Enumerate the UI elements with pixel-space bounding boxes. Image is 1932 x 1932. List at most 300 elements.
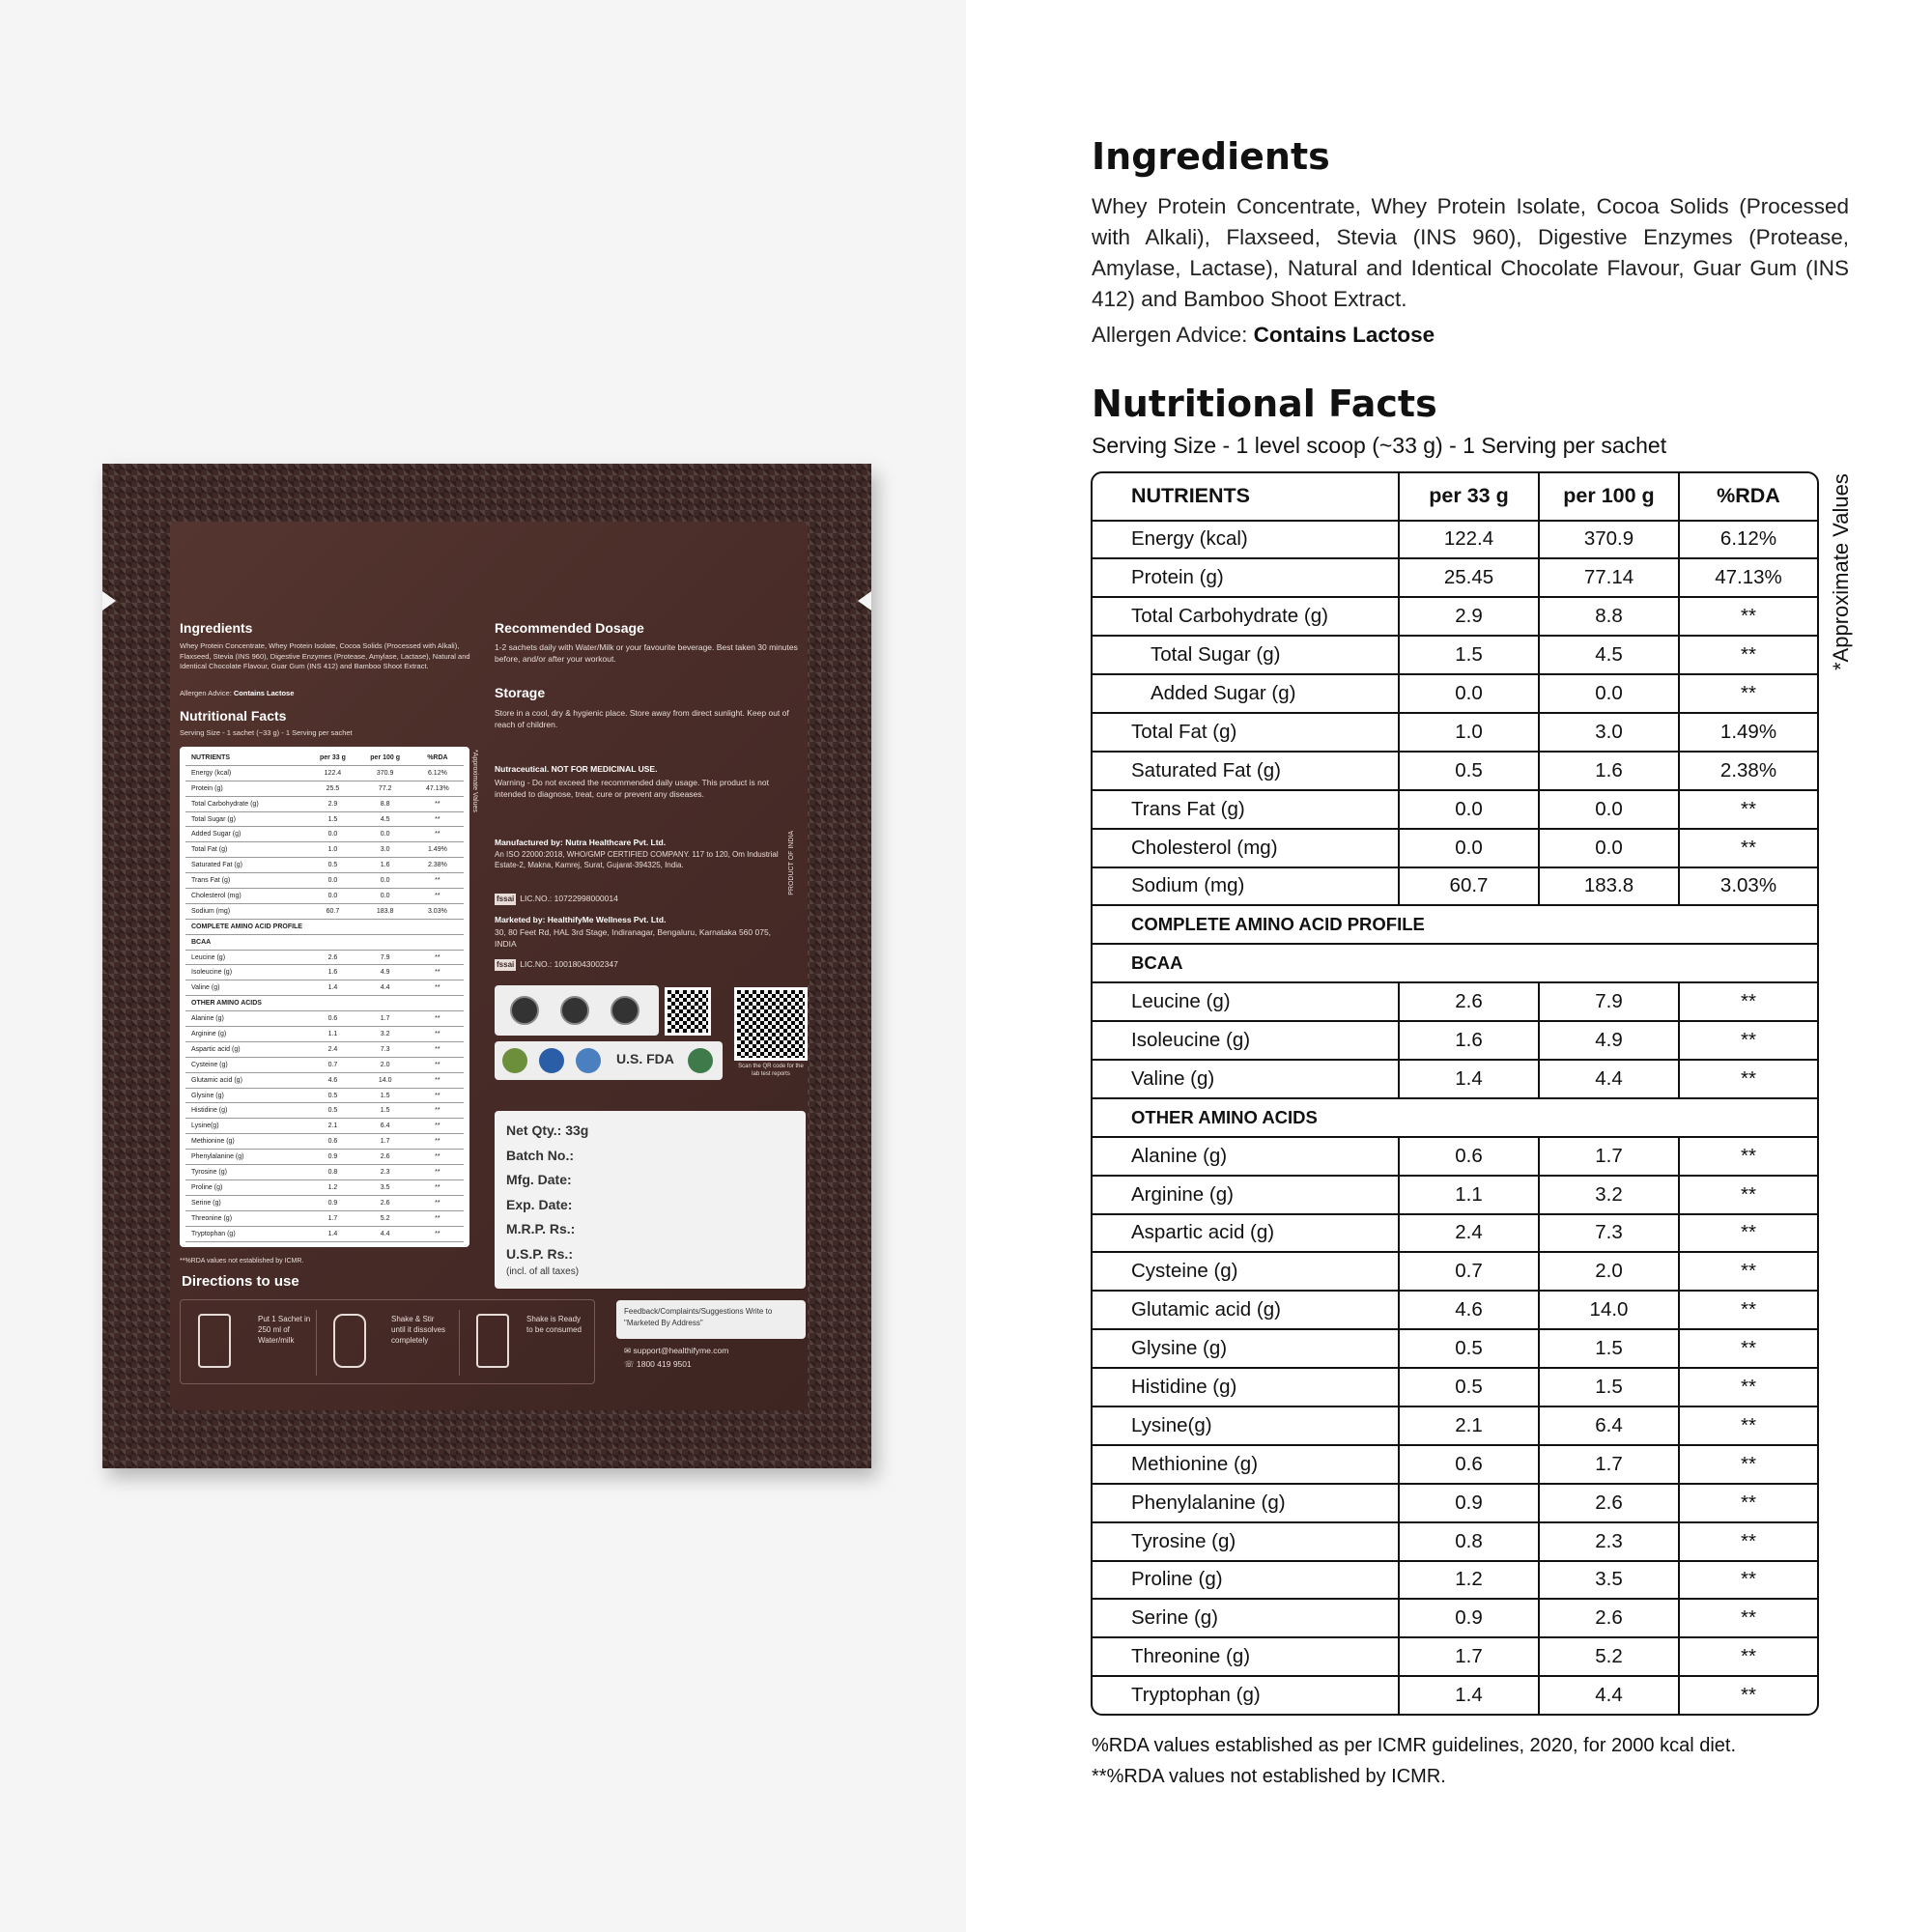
column-header: NUTRIENTS bbox=[1131, 484, 1251, 508]
mini-nutrient-value: 0.9 bbox=[327, 1153, 338, 1161]
mini-nutrient-value: 1.4 bbox=[327, 1230, 338, 1237]
nutrient-value: 4.6 bbox=[1398, 1292, 1538, 1328]
nutrient-value: 2.38% bbox=[1678, 753, 1817, 789]
mini-table-row bbox=[185, 1227, 464, 1242]
sachet-storage-title: Storage bbox=[495, 685, 546, 700]
nutrient-value: 2.4 bbox=[1398, 1215, 1538, 1252]
nutrient-value: 6.12% bbox=[1678, 522, 1817, 558]
sachet-nutrition-title: Nutritional Facts bbox=[180, 708, 287, 724]
fssai-logo: fssai bbox=[497, 895, 515, 903]
mini-nutrient-name: Tyrosine (g) bbox=[191, 1168, 227, 1176]
mini-nutrient-value: ** bbox=[435, 1153, 440, 1161]
nutrient-name: Isoleucine (g) bbox=[1131, 1029, 1251, 1052]
table-row bbox=[1093, 1328, 1817, 1367]
nutrient-value: 1.0 bbox=[1398, 714, 1538, 751]
mini-nutrient-value: 4.5 bbox=[380, 815, 390, 823]
nutrient-value: 60.7 bbox=[1398, 868, 1538, 905]
mini-table-row bbox=[185, 827, 464, 842]
mini-nutrient-name: Valine (g) bbox=[191, 984, 220, 992]
table-row bbox=[1093, 673, 1817, 712]
mini-column-header: NUTRIENTS bbox=[191, 753, 231, 761]
nutrient-value: 7.9 bbox=[1538, 983, 1678, 1020]
mini-nutrient-value: ** bbox=[435, 1107, 440, 1115]
tear-notch-left bbox=[102, 591, 116, 611]
table-row bbox=[1093, 1020, 1817, 1059]
mini-nutrient-value: ** bbox=[435, 984, 440, 992]
nutrient-value: 7.3 bbox=[1538, 1215, 1678, 1252]
table-row bbox=[1093, 520, 1817, 558]
mini-nutrient-value: ** bbox=[435, 877, 440, 885]
nutrient-name: Cysteine (g) bbox=[1131, 1260, 1238, 1283]
nutrient-name: Proline (g) bbox=[1131, 1568, 1223, 1591]
allergen-advice: Allergen Advice: Contains Lactose bbox=[1092, 323, 1435, 347]
nutrient-value: 1.4 bbox=[1398, 1061, 1538, 1097]
mini-nutrient-value: 2.9 bbox=[327, 800, 338, 808]
nutrient-value: 0.0 bbox=[1538, 675, 1678, 712]
mini-nutrient-value: 14.0 bbox=[378, 1076, 392, 1084]
mini-nutrient-value: 77.2 bbox=[378, 784, 392, 792]
divider bbox=[316, 1310, 317, 1376]
mini-nutrient-name: Energy (kcal) bbox=[191, 769, 232, 777]
certification-badge-icon bbox=[510, 996, 539, 1025]
nutrient-value: 0.6 bbox=[1398, 1446, 1538, 1483]
mini-nutrient-value: 2.6 bbox=[327, 953, 338, 961]
nutrient-name: Methionine (g) bbox=[1131, 1452, 1259, 1475]
nutrient-name: Histidine (g) bbox=[1131, 1376, 1237, 1399]
mini-nutrient-value: 1.7 bbox=[380, 1015, 390, 1023]
nutrient-value: 0.0 bbox=[1398, 791, 1538, 828]
nutrient-value: 1.5 bbox=[1538, 1330, 1678, 1367]
nutrient-value: ** bbox=[1678, 1523, 1817, 1560]
mini-nutrient-value: 0.5 bbox=[327, 1107, 338, 1115]
mini-table-row bbox=[185, 812, 464, 828]
nutrient-name: Lysine(g) bbox=[1131, 1413, 1212, 1436]
nutrient-value: 0.8 bbox=[1398, 1523, 1538, 1560]
mini-nutrient-name: Total Carbohydrate (g) bbox=[191, 800, 259, 808]
nutrient-value: 183.8 bbox=[1538, 868, 1678, 905]
mini-nutrient-value: 25.5 bbox=[326, 784, 340, 792]
mfg-date: Mfg. Date: bbox=[506, 1172, 572, 1187]
nutrient-value: 1.1 bbox=[1398, 1177, 1538, 1213]
nutrient-value: ** bbox=[1678, 1061, 1817, 1097]
mini-nutrient-name: Trans Fat (g) bbox=[191, 877, 231, 885]
net-qty: Net Qty.: 33g bbox=[506, 1122, 589, 1138]
incl-taxes: (incl. of all taxes) bbox=[506, 1266, 580, 1277]
mini-nutrient-value: ** bbox=[435, 831, 440, 838]
nutrient-value: 77.14 bbox=[1538, 559, 1678, 596]
nutrient-value: ** bbox=[1678, 791, 1817, 828]
mini-nutrient-name: Histidine (g) bbox=[191, 1107, 228, 1115]
mini-table-row bbox=[185, 1089, 464, 1104]
nutrient-value: 4.4 bbox=[1538, 1061, 1678, 1097]
mini-table-row bbox=[185, 797, 464, 812]
gmp-icon bbox=[502, 1048, 527, 1073]
mini-nutrient-value: 60.7 bbox=[326, 907, 340, 915]
nutrient-name: Arginine (g) bbox=[1131, 1182, 1234, 1206]
mini-nutrient-name: Total Sugar (g) bbox=[191, 815, 236, 823]
nutrient-value: ** bbox=[1678, 1215, 1817, 1252]
sachet-license-2: fssai LIC.NO.: 10018043002347 bbox=[497, 959, 618, 969]
nutrient-value: 4.9 bbox=[1538, 1022, 1678, 1059]
nutrient-value: 2.6 bbox=[1398, 983, 1538, 1020]
mini-nutrient-value: 6.4 bbox=[380, 1122, 390, 1130]
mini-nutrient-value: 7.9 bbox=[380, 953, 390, 961]
mini-nutrient-value: ** bbox=[435, 1092, 440, 1099]
mini-nutrient-value: 1.5 bbox=[327, 815, 338, 823]
table-row bbox=[1093, 1290, 1817, 1328]
mini-nutrient-value: 1.5 bbox=[380, 1107, 390, 1115]
mini-table-row bbox=[185, 904, 464, 920]
nutrient-value: ** bbox=[1678, 1638, 1817, 1675]
nutrient-value: 3.2 bbox=[1538, 1177, 1678, 1213]
table-row bbox=[1093, 828, 1817, 867]
table-row bbox=[1093, 1406, 1817, 1444]
mini-table-row bbox=[185, 781, 464, 797]
mini-nutrient-name: Proline (g) bbox=[191, 1183, 223, 1191]
sachet-dosage-title: Recommended Dosage bbox=[495, 620, 644, 636]
nutrient-name: Tryptophan (g) bbox=[1131, 1684, 1261, 1707]
nutrient-name: Trans Fat (g) bbox=[1131, 797, 1245, 820]
sachet-ingredients-title: Ingredients bbox=[180, 620, 253, 636]
table-row bbox=[1093, 1444, 1817, 1483]
mini-nutrient-value: ** bbox=[435, 1214, 440, 1222]
mini-nutrient-value: 0.9 bbox=[327, 1199, 338, 1207]
table-row bbox=[1093, 1251, 1817, 1290]
nutrient-value: 1.5 bbox=[1398, 637, 1538, 673]
mini-nutrient-value: 0.0 bbox=[327, 877, 338, 885]
mini-table-row bbox=[185, 1150, 464, 1165]
mini-nutrient-value: 1.6 bbox=[327, 969, 338, 977]
nutrient-value: 0.0 bbox=[1398, 675, 1538, 712]
nutrient-value: 1.7 bbox=[1398, 1638, 1538, 1675]
mini-nutrient-value: 2.1 bbox=[327, 1122, 338, 1130]
sachet-marketer-address: 30, 80 Feet Rd, HAL 3rd Stage, Indiranagar, Bengaluru, Karnataka 560 075, INDIA bbox=[495, 927, 772, 949]
shaker-ready-icon bbox=[476, 1314, 509, 1368]
nutrient-value: 4.5 bbox=[1538, 637, 1678, 673]
nutrient-value: ** bbox=[1678, 1407, 1817, 1444]
table-row bbox=[1093, 1136, 1817, 1175]
mini-table-row bbox=[185, 935, 464, 951]
table-row bbox=[1093, 1483, 1817, 1521]
nutrient-value: 1.7 bbox=[1538, 1138, 1678, 1175]
mini-nutrient-value: 1.49% bbox=[427, 846, 447, 854]
nutrient-name: Total Fat (g) bbox=[1131, 720, 1237, 743]
mini-nutrient-value: 0.0 bbox=[380, 877, 390, 885]
mini-table-row bbox=[185, 1103, 464, 1119]
usp: U.S.P. Rs.: bbox=[506, 1245, 573, 1262]
table-row bbox=[1093, 751, 1817, 789]
nutrient-name: Serine (g) bbox=[1131, 1606, 1219, 1630]
nutrition-info-panel bbox=[966, 0, 1932, 1932]
nutrient-value: 1.2 bbox=[1398, 1562, 1538, 1599]
tear-notch-right bbox=[858, 591, 871, 611]
mini-nutrient-value: 183.8 bbox=[376, 907, 394, 915]
support-phone[interactable]: ☏ 1800 419 9501 bbox=[624, 1359, 692, 1369]
mini-table-row bbox=[185, 1211, 464, 1227]
table-section-row bbox=[1093, 904, 1817, 943]
mini-nutrient-value: 1.6 bbox=[380, 862, 390, 869]
mini-nutrient-value: 0.8 bbox=[327, 1168, 338, 1176]
mini-nutrient-value: 0.0 bbox=[327, 892, 338, 899]
mini-nutrient-name: Leucine (g) bbox=[191, 953, 226, 961]
sachet-glass-icon bbox=[198, 1314, 231, 1368]
mini-nutrient-value: 4.4 bbox=[380, 984, 390, 992]
mini-nutrient-value: ** bbox=[435, 815, 440, 823]
nutrient-value: 5.2 bbox=[1538, 1638, 1678, 1675]
mini-nutrient-value: 1.7 bbox=[327, 1214, 338, 1222]
mini-table-row bbox=[185, 965, 464, 980]
nutrient-value: 1.6 bbox=[1538, 753, 1678, 789]
nutrient-value: 2.0 bbox=[1538, 1253, 1678, 1290]
qr-code-lab-report[interactable] bbox=[734, 987, 808, 1061]
table-section-row bbox=[1093, 943, 1817, 981]
mini-nutrient-name: Glysine (g) bbox=[191, 1092, 224, 1099]
mini-table-row bbox=[185, 996, 464, 1011]
nutrient-value: ** bbox=[1678, 983, 1817, 1020]
table-row bbox=[1093, 1675, 1817, 1714]
fssai-logo: fssai bbox=[497, 960, 515, 969]
nutrient-name: Protein (g) bbox=[1131, 566, 1224, 589]
sachet-ingredients-text: Whey Protein Concentrate, Whey Protein Isolate, Cocoa Solids (Processed with Alkali), Flaxseed, Stevia (INS 960), Digestive Enzymes (Protease, Amylase, Lactase), Natural and Identical Chocolate Flavour, Guar Gum (INS 412) and Bamboo Shoot Extract. bbox=[180, 641, 470, 670]
mini-table-row bbox=[185, 920, 464, 935]
mini-table-header bbox=[185, 751, 464, 766]
mini-nutrient-name: Phenylalanine (g) bbox=[191, 1153, 244, 1161]
mini-nutrient-name: Isoleucine (g) bbox=[191, 969, 233, 977]
nutrient-value: 0.0 bbox=[1538, 830, 1678, 867]
sachet-allergen: Allergen Advice: Contains Lactose bbox=[180, 689, 295, 697]
table-row bbox=[1093, 557, 1817, 596]
nutrient-value: 1.7 bbox=[1538, 1446, 1678, 1483]
mini-nutrient-value: 1.5 bbox=[380, 1092, 390, 1099]
nutrient-name: OTHER AMINO ACIDS bbox=[1131, 1106, 1318, 1127]
mini-table-row bbox=[185, 1196, 464, 1211]
mini-nutrient-value: 0.0 bbox=[380, 831, 390, 838]
nutrient-value: 14.0 bbox=[1538, 1292, 1678, 1328]
mini-nutrient-name: Lysine(g) bbox=[191, 1122, 219, 1130]
sachet-directions-title: Directions to use bbox=[182, 1273, 299, 1290]
mini-nutrient-value: ** bbox=[435, 800, 440, 808]
table-header-row bbox=[1093, 473, 1817, 520]
nutrient-value: 25.45 bbox=[1398, 559, 1538, 596]
mini-nutrient-value: 5.2 bbox=[380, 1214, 390, 1222]
nutrient-value: 1.6 bbox=[1398, 1022, 1538, 1059]
mini-table-row bbox=[185, 951, 464, 966]
mini-table-row bbox=[185, 980, 464, 996]
table-row bbox=[1093, 1213, 1817, 1252]
mini-nutrient-name: BCAA bbox=[191, 938, 212, 946]
mini-nutrient-value: 2.6 bbox=[380, 1199, 390, 1207]
mini-nutrient-value: 0.6 bbox=[327, 1015, 338, 1023]
mini-nutrient-value: 2.6 bbox=[380, 1153, 390, 1161]
nutrient-value: 2.6 bbox=[1538, 1600, 1678, 1636]
mini-nutrient-name: Arginine (g) bbox=[191, 1030, 227, 1037]
mini-nutrient-value: 0.5 bbox=[327, 862, 338, 869]
qr-code-small[interactable] bbox=[665, 987, 711, 1036]
sachet-license-1: fssai LIC.NO.: 10722998000014 bbox=[497, 894, 618, 903]
mini-nutrient-value: 47.13% bbox=[426, 784, 449, 792]
table-row bbox=[1093, 596, 1817, 635]
table-row bbox=[1093, 712, 1817, 751]
nutrient-name: Added Sugar (g) bbox=[1151, 682, 1296, 704]
veg-icon bbox=[688, 1048, 713, 1073]
nutrient-name: Total Carbohydrate (g) bbox=[1131, 605, 1328, 628]
mini-nutrient-name: Cysteine (g) bbox=[191, 1061, 228, 1068]
nutrient-value: 122.4 bbox=[1398, 522, 1538, 558]
mini-nutrient-value: 1.0 bbox=[327, 846, 338, 854]
who-icon bbox=[576, 1048, 601, 1073]
mini-table-row bbox=[185, 1180, 464, 1196]
column-header: %RDA bbox=[1678, 473, 1817, 520]
mini-nutrient-value: 3.0 bbox=[380, 846, 390, 854]
iso-icon bbox=[539, 1048, 564, 1073]
nutrient-value: 0.5 bbox=[1398, 1330, 1538, 1367]
table-row bbox=[1093, 1367, 1817, 1406]
nutrient-name: Phenylalanine (g) bbox=[1131, 1491, 1286, 1514]
batch-no: Batch No.: bbox=[506, 1147, 574, 1163]
mini-table-row bbox=[185, 842, 464, 858]
nutrient-value: 370.9 bbox=[1538, 522, 1678, 558]
rda-note: %RDA values established as per ICMR guidelines, 2020, for 2000 kcal diet. bbox=[1092, 1735, 1737, 1756]
nutrient-value: ** bbox=[1678, 1446, 1817, 1483]
mini-nutrient-value: 1.1 bbox=[327, 1030, 338, 1037]
nutrient-name: COMPLETE AMINO ACID PROFILE bbox=[1131, 914, 1425, 935]
nutrient-value: 0.7 bbox=[1398, 1253, 1538, 1290]
nutrient-value: ** bbox=[1678, 1677, 1817, 1714]
mini-nutrient-value: ** bbox=[435, 969, 440, 977]
support-email[interactable]: ✉ support@healthifyme.com bbox=[624, 1346, 729, 1355]
nutrient-value: ** bbox=[1678, 1562, 1817, 1599]
mini-nutrient-value: 370.9 bbox=[376, 769, 394, 777]
mini-nutrient-value: 7.3 bbox=[380, 1045, 390, 1053]
mini-table-row bbox=[185, 889, 464, 904]
batch-info-box bbox=[495, 1111, 806, 1289]
mini-nutrient-value: ** bbox=[435, 1122, 440, 1130]
nutrition-heading: Nutritional Facts bbox=[1092, 383, 1437, 425]
sachet-nutrition-table bbox=[180, 747, 469, 1247]
mini-nutrient-value: ** bbox=[435, 1030, 440, 1037]
mini-table-row bbox=[185, 1134, 464, 1150]
nutrient-value: ** bbox=[1678, 1138, 1817, 1175]
mini-nutrient-value: 4.9 bbox=[380, 969, 390, 977]
sachet-serving: Serving Size - 1 sachet (~33 g) - 1 Serving per sachet bbox=[180, 728, 353, 737]
mini-nutrient-name: Tryptophan (g) bbox=[191, 1230, 236, 1237]
mini-nutrient-value: 1.4 bbox=[327, 984, 338, 992]
nutrient-value: ** bbox=[1678, 598, 1817, 635]
mini-nutrient-value: ** bbox=[435, 1230, 440, 1237]
nutrient-value: ** bbox=[1678, 675, 1817, 712]
product-of-india: PRODUCT OF INDIA bbox=[788, 831, 795, 895]
nutrient-value: ** bbox=[1678, 1600, 1817, 1636]
mini-nutrient-value: 122.4 bbox=[324, 769, 342, 777]
nutrient-value: 1.4 bbox=[1398, 1677, 1538, 1714]
mini-nutrient-name: Alanine (g) bbox=[191, 1015, 224, 1023]
nutrient-value: 2.6 bbox=[1538, 1485, 1678, 1521]
sachet-dosage-text: 1-2 sachets daily with Water/Milk or your favourite beverage. Best taken 30 minutes before, and/or after your workout. bbox=[495, 642, 798, 664]
nutrient-name: Tyrosine (g) bbox=[1131, 1529, 1236, 1552]
mini-nutrient-name: Protein (g) bbox=[191, 784, 223, 792]
sachet-manufacturer: Manufactured by: Nutra Healthcare Pvt. Ltd. bbox=[495, 838, 667, 847]
mini-nutrient-value: ** bbox=[435, 1138, 440, 1146]
mini-nutrient-value: 1.7 bbox=[380, 1138, 390, 1146]
mini-nutrient-value: ** bbox=[435, 1061, 440, 1068]
nutrient-value: 0.5 bbox=[1398, 753, 1538, 789]
mini-nutrient-name: Methionine (g) bbox=[191, 1138, 235, 1146]
feedback-box: Feedback/Complaints/Suggestions Write to "Marketed By Address" bbox=[616, 1300, 806, 1339]
sachet-label bbox=[170, 522, 808, 1410]
nutrient-name: Energy (kcal) bbox=[1131, 527, 1248, 551]
mini-nutrient-value: 2.4 bbox=[327, 1045, 338, 1053]
nutrient-value: 0.9 bbox=[1398, 1485, 1538, 1521]
mini-column-header: %RDA bbox=[427, 753, 448, 761]
ingredients-heading: Ingredients bbox=[1092, 135, 1330, 178]
nutrient-value: 3.5 bbox=[1538, 1562, 1678, 1599]
nutrient-value: 47.13% bbox=[1678, 559, 1817, 596]
nutrient-name: Threonine (g) bbox=[1131, 1645, 1251, 1668]
mini-nutrient-value: ** bbox=[435, 892, 440, 899]
mini-nutrient-value: 2.38% bbox=[427, 862, 447, 869]
mini-nutrient-value: ** bbox=[435, 1168, 440, 1176]
nutrient-value: ** bbox=[1678, 1253, 1817, 1290]
mini-nutrient-value: 2.0 bbox=[380, 1061, 390, 1068]
mini-nutrient-value: 3.03% bbox=[427, 907, 447, 915]
mini-nutrient-name: Added Sugar (g) bbox=[191, 831, 242, 838]
mini-nutrient-name: Cholesterol (mg) bbox=[191, 892, 242, 899]
mini-nutrient-name: OTHER AMINO ACIDS bbox=[191, 1000, 262, 1008]
table-row bbox=[1093, 1636, 1817, 1675]
nutrient-value: 6.4 bbox=[1538, 1407, 1678, 1444]
table-row bbox=[1093, 635, 1817, 673]
rda-not-established-note: **%RDA values not established by ICMR. bbox=[1092, 1766, 1446, 1787]
table-row bbox=[1093, 1175, 1817, 1213]
mini-table-row bbox=[185, 1073, 464, 1089]
mini-nutrient-name: Total Fat (g) bbox=[191, 846, 228, 854]
mini-nutrient-name: Glutamic acid (g) bbox=[191, 1076, 242, 1084]
nutrient-name: Alanine (g) bbox=[1131, 1144, 1228, 1167]
allergen-value: Contains Lactose bbox=[1253, 323, 1435, 347]
mini-table-row bbox=[185, 1165, 464, 1180]
mini-nutrient-value: 0.0 bbox=[327, 831, 338, 838]
nutrient-name: Valine (g) bbox=[1131, 1066, 1215, 1090]
mini-table-row bbox=[185, 766, 464, 781]
table-row bbox=[1093, 981, 1817, 1020]
table-row bbox=[1093, 789, 1817, 828]
nutrient-value: 3.03% bbox=[1678, 868, 1817, 905]
nutrient-name: BCAA bbox=[1131, 952, 1183, 974]
shaker-icon bbox=[333, 1314, 366, 1368]
nutrient-value: 4.4 bbox=[1538, 1677, 1678, 1714]
nutrient-name: Sodium (mg) bbox=[1131, 874, 1245, 897]
sachet-manufacturer-address: An ISO 22000:2018, WHO/GMP CERTIFIED COMPANY. 117 to 120, Om Industrial Estate-2, Makna, Kamrej, Surat, Gujarat-394325, India. bbox=[495, 850, 779, 869]
mini-nutrient-value: 3.5 bbox=[380, 1183, 390, 1191]
mini-nutrient-value: 8.8 bbox=[380, 800, 390, 808]
sachet-warning: Warning - Do not exceed the recommended daily usage. This product is not intended to diagnose, treat, cure or prevent any diseases. bbox=[495, 778, 769, 799]
quality-logos bbox=[495, 1041, 723, 1080]
mini-nutrient-value: ** bbox=[435, 1199, 440, 1207]
nutrient-value: ** bbox=[1678, 1369, 1817, 1406]
mini-column-header: per 100 g bbox=[370, 753, 401, 761]
nutrient-value: ** bbox=[1678, 637, 1817, 673]
certification-badges bbox=[495, 985, 659, 1036]
column-header: per 100 g bbox=[1538, 473, 1678, 520]
mini-table-row bbox=[185, 873, 464, 889]
direction-step-2: Shake & Stir until it dissolves completely bbox=[391, 1315, 446, 1345]
mini-nutrient-name: Saturated Fat (g) bbox=[191, 862, 242, 869]
nutrient-value: ** bbox=[1678, 1330, 1817, 1367]
nutrient-name: Saturated Fat (g) bbox=[1131, 758, 1281, 781]
mini-nutrient-value: ** bbox=[435, 1045, 440, 1053]
qr-scan-note: Scan the QR code for the lab test reports bbox=[738, 1064, 804, 1077]
nutrient-value: ** bbox=[1678, 1022, 1817, 1059]
